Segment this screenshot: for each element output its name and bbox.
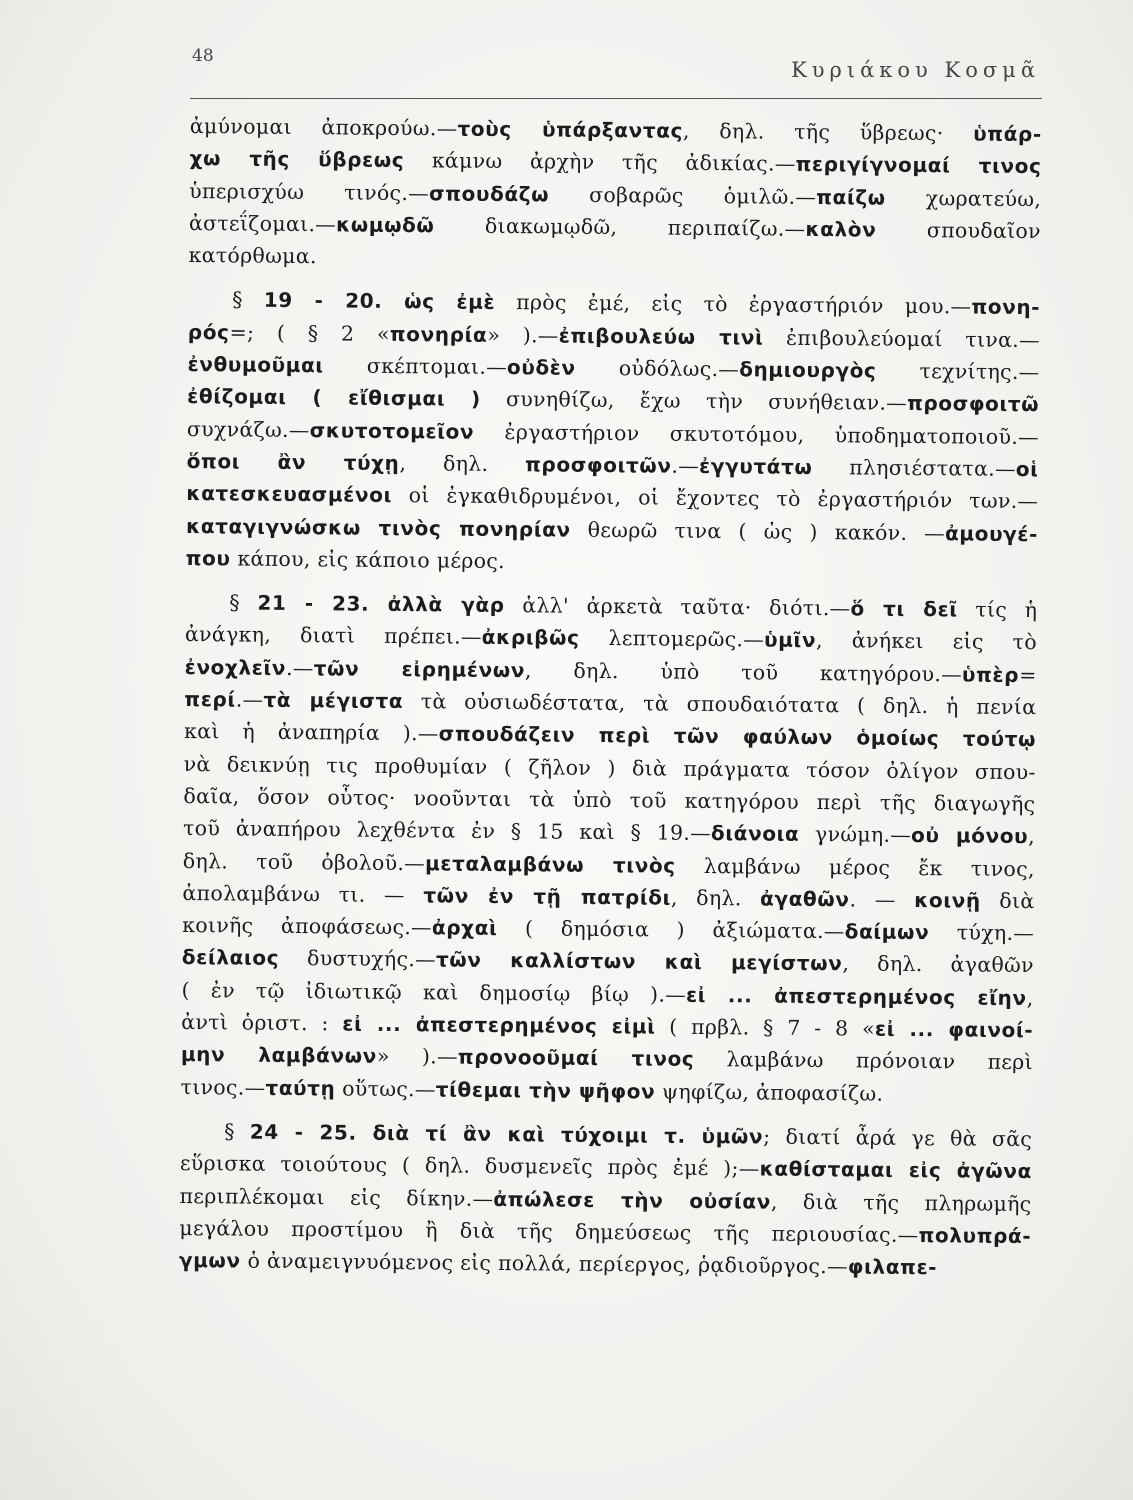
gloss: τεχνίτης.— [876, 358, 1040, 385]
lemma: σπουδάζω [428, 180, 550, 207]
lemma: καταγιγνώσκω τινὸς πονηρίαν [185, 513, 571, 542]
lemma: προσφοιτῶ [906, 391, 1040, 417]
gloss: συχνάζω.— [186, 416, 310, 442]
gloss: πλησιέστατα.— [812, 454, 1016, 481]
page-number: 48 [192, 46, 214, 66]
lemma: μεταλαμβάνω τινὸς [424, 850, 676, 878]
lemma: εἰ ... ἀπεστερημένος εἰμὶ [342, 1011, 656, 1039]
lemma: μην λαμβάνων [180, 1042, 377, 1069]
lemma: τοὺς ὑπάρξαντας [457, 116, 684, 143]
gloss: , [1026, 985, 1034, 1010]
gloss: ἀνάγκη, διατὶ πρέπει.— [184, 622, 482, 650]
gloss: =; ( § 2 « [229, 320, 390, 346]
gloss: κοινῆς ἀποφάσεως.— [182, 913, 433, 940]
gloss: γνώμη.— [799, 822, 912, 848]
lemma: σκυτοτομεῖον [309, 417, 475, 444]
gloss: ; διατί ἆρά γε θὰ σᾶς [763, 1124, 1033, 1152]
running-title: Κυριάκου Κοσμᾶ [791, 58, 1040, 82]
text-line [179, 1244, 1031, 1284]
gloss: δαῖα, ὅσον οὗτος· νοοῦνται τὰ ὑπὸ τοῦ κατηγόρου περὶ τῆς διαγωγῆς [183, 783, 1036, 817]
gloss: λαμβάνω μέρος ἔκ τινος, [675, 853, 1035, 881]
gloss: , δηλ. [670, 885, 761, 911]
lemma: 19 - 20. ὡς ἐμὲ [263, 288, 496, 315]
lemma: δημιουργὸς [739, 357, 877, 383]
gloss: .— [235, 687, 264, 712]
lemma: περιγίγνομαί τινος [795, 152, 1042, 179]
gloss: » ).— [376, 1044, 458, 1069]
lemma: οὐδὲν [506, 355, 576, 380]
lemma: οἱ [1015, 456, 1039, 482]
gloss: πρὸς ἐμέ, εἰς τὸ ἐργαστήριόν μου.— [495, 290, 972, 319]
gloss: καὶ ἡ ἀναπηρία ).— [183, 719, 439, 746]
lemma: καθίσταμαι εἰς ἀγῶνα [759, 1156, 1032, 1184]
lemma: ὑπάρ- [973, 121, 1042, 147]
lemma: πονη- [971, 294, 1041, 320]
lemma: κατεσκευασμένοι [186, 481, 393, 508]
lemma: που [185, 545, 231, 571]
lemma: εἰ ... φαινοί- [874, 1016, 1034, 1043]
lemma: εἰ ... ἀπεστερημένος εἴην [685, 982, 1027, 1010]
gloss: .— [285, 655, 314, 680]
lemma: τίθεμαι τὴν ψῆφον [435, 1077, 656, 1104]
lemma: ἐνοχλεῖν [184, 654, 287, 680]
gloss: τοῦ ἀναπήρου λεχθέντα ἐν § 15 καὶ § 19.— [182, 816, 712, 846]
gloss: διακωμῳδῶ, περιπαίζω.— [434, 213, 806, 241]
gloss: ἀπολαμβάνω τι. — [182, 880, 424, 908]
gloss: , ἀνήκει εἰς τὸ [815, 628, 1038, 655]
gloss: κατόρθωμα. [188, 243, 317, 269]
page-header [190, 40, 1042, 99]
gloss: συνηθίζω, ἔχω τὴν συνήθειαν.— [480, 387, 908, 416]
gloss: χωρατεύω, [885, 185, 1042, 211]
gloss: δηλ. τοῦ ὀβολοῦ.— [182, 848, 426, 875]
gloss: ἐπιβουλεύομαί τινα.— [763, 325, 1040, 352]
gloss: λεπτομερῶς.— [579, 626, 765, 652]
paragraph [179, 1115, 1033, 1285]
gloss: οὐδόλως.— [575, 355, 740, 382]
lemma: ἀγαθῶν [759, 886, 850, 912]
gloss: § [232, 287, 264, 313]
gloss: δυστυχής.— [279, 946, 437, 972]
lemma: ἐπιβουλεύω τινὶ [558, 323, 764, 350]
paragraph [186, 283, 1041, 582]
lemma: γμων [178, 1248, 241, 1273]
gloss: = [1019, 662, 1037, 687]
gloss: τύχη.— [929, 920, 1035, 946]
gloss: σπουδαῖον [876, 217, 1041, 244]
lemma: ὑμῖν [763, 627, 817, 653]
lemma: ἀπώλεσε τὴν οὐσίαν [493, 1186, 772, 1214]
lemma: παίζω [816, 184, 886, 210]
lemma: διάνοια [710, 821, 800, 847]
gloss: οὕτως.— [335, 1076, 436, 1102]
lemma: πονηρία [389, 321, 488, 347]
lemma: φιλαπε- [847, 1254, 938, 1280]
lemma: χω τῆς ὕβρεως [189, 146, 405, 173]
gloss: σκέπτομαι.— [323, 353, 508, 380]
lemma: 21 - 23. ἀλλὰ γὰρ [257, 590, 505, 618]
gloss: νὰ δεικνύῃ τις προθυμίαν ( ζῆλον ) διὰ πράγματα τόσον ὀλίγον σπου- [183, 751, 1036, 784]
commentary-body [179, 110, 1042, 1285]
lemma: ἐγγυτάτω [698, 453, 813, 479]
lemma: ταύτῃ [265, 1075, 336, 1101]
gloss: ( δημόσια ) ἀξιώματα.— [497, 916, 845, 944]
paragraph [180, 586, 1037, 1111]
gloss: , δηλ. ἀγαθῶν [842, 951, 1034, 978]
lemma: ρός [187, 319, 230, 345]
gloss: § [224, 1119, 250, 1144]
gloss: περιπλέκομαι εἰς δίκην.— [179, 1183, 494, 1211]
gloss: ( πρβλ. § 7 - 8 « [655, 1014, 876, 1041]
gloss: , [1028, 824, 1036, 849]
gloss: » ).— [487, 322, 559, 348]
lemma: τῶν καλλίστων καὶ μεγίστων [435, 947, 843, 976]
gloss: , διὰ τῆς πληρωμῆς [770, 1189, 1032, 1216]
gloss: ὑπερισχύω τινός.— [189, 178, 430, 205]
gloss: οἱ ἐγκαθιδρυμένοι, οἱ ἔχοντες τὸ ἐργαστήριόν των.— [391, 483, 1039, 514]
gloss: διὰ [980, 888, 1035, 913]
gloss: τινος.— [180, 1074, 266, 1100]
gloss: , δηλ. τῆς ὕβρεως· [682, 118, 974, 146]
lemma: οὐ μόνου [910, 823, 1029, 849]
gloss: σοβαρῶς ὁμιλῶ.— [549, 182, 817, 209]
lemma: δείλαιος [181, 945, 280, 971]
lemma: δαίμων [844, 919, 930, 945]
lemma: προνοοῦμαί τινος [457, 1044, 695, 1072]
lemma: προσφοιτῶν [524, 452, 672, 478]
gloss: ἀντὶ ὁριστ. : [181, 1009, 343, 1036]
gloss: κάπου, εἰς κάποιο μέρος. [230, 546, 506, 573]
lemma: πολυπρά- [918, 1222, 1032, 1248]
lemma: σπουδάζειν περὶ τῶν φαύλων ὁμοίως τούτῳ [438, 721, 1037, 752]
lemma: περί [184, 687, 236, 712]
gloss: .— [671, 453, 700, 478]
lemma: ἀμουγέ- [944, 520, 1039, 546]
lemma: τῶν ἐν τῇ πατρίδι [423, 883, 672, 910]
lemma: ἀκριβῶς [481, 625, 580, 651]
gloss: , δηλ. ὑπὸ τοῦ κατηγόρου.— [524, 657, 963, 687]
lemma: τῶν εἰρημένων [313, 655, 526, 682]
gloss: , δηλ. [399, 450, 526, 477]
gloss: κάμνω ἀρχὴν τῆς ἀδικίας.— [404, 148, 796, 177]
lemma: 24 - 25. διὰ τί ἂν καὶ τύχοιμι τ. ὑμῶν [249, 1119, 764, 1149]
lemma: ὅ τι δεῖ [850, 596, 958, 622]
gloss: ( ἐν τῷ ἰδιωτικῷ καὶ δημοσίῳ βίῳ ).— [181, 977, 687, 1007]
lemma: ὅποι ἂν τύχῃ [186, 448, 400, 475]
lemma: κωμῳδῶ [335, 212, 435, 238]
lemma: ἐθίζομαι ( εἴθισμαι ) [187, 384, 481, 412]
gloss: λαμβάνω πρόνοιαν περὶ [694, 1047, 1034, 1075]
gloss: . — [849, 887, 915, 912]
gloss: ὁ ἀναμειγνυόμενος εἰς πολλά, περίεργος, ῥᾳδιοῦργος.— [240, 1248, 848, 1279]
gloss: ἀμύνομαι ἀποκρούω.— [189, 113, 458, 141]
lemma: ἀρχαὶ [431, 915, 498, 941]
gloss: ἀλλ' ἀρκετὰ ταῦτα· διότι.— [504, 593, 851, 621]
gloss: § [229, 590, 258, 615]
lemma: κοινῇ [914, 887, 981, 913]
lemma: ἐνθυμοῦμαι [187, 352, 324, 378]
gloss: ἐργαστήριον σκυτοτόμου, ὑποδηματοποιοῦ.— [474, 419, 1040, 449]
gloss: ἀστεΐζομαι.— [188, 210, 337, 237]
gloss: τίς ἡ [957, 597, 1038, 623]
gloss: ψηφίζω, ἀποφασίζω. [655, 1079, 884, 1106]
lemma: ὑπὲρ [961, 662, 1020, 687]
gloss: εὕρισκα τοιούτους ( δηλ. δυσμενεῖς πρὸς ἐμέ );— [179, 1151, 760, 1181]
lemma: καλὸν [805, 216, 877, 242]
gloss: μεγάλου προστίμου ἢ διὰ τῆς δημεύσεως τῆς περιουσίας.— [179, 1215, 919, 1247]
gloss: τὰ οὐσιωδέστατα, τὰ σπουδαιότατα ( δηλ. ἡ πενία [402, 689, 1037, 720]
gloss: θεωρῶ τινα ( ὡς ) κακόν. — [570, 517, 946, 545]
lemma: τὰ μέγιστα [263, 687, 404, 714]
paragraph [188, 110, 1042, 280]
